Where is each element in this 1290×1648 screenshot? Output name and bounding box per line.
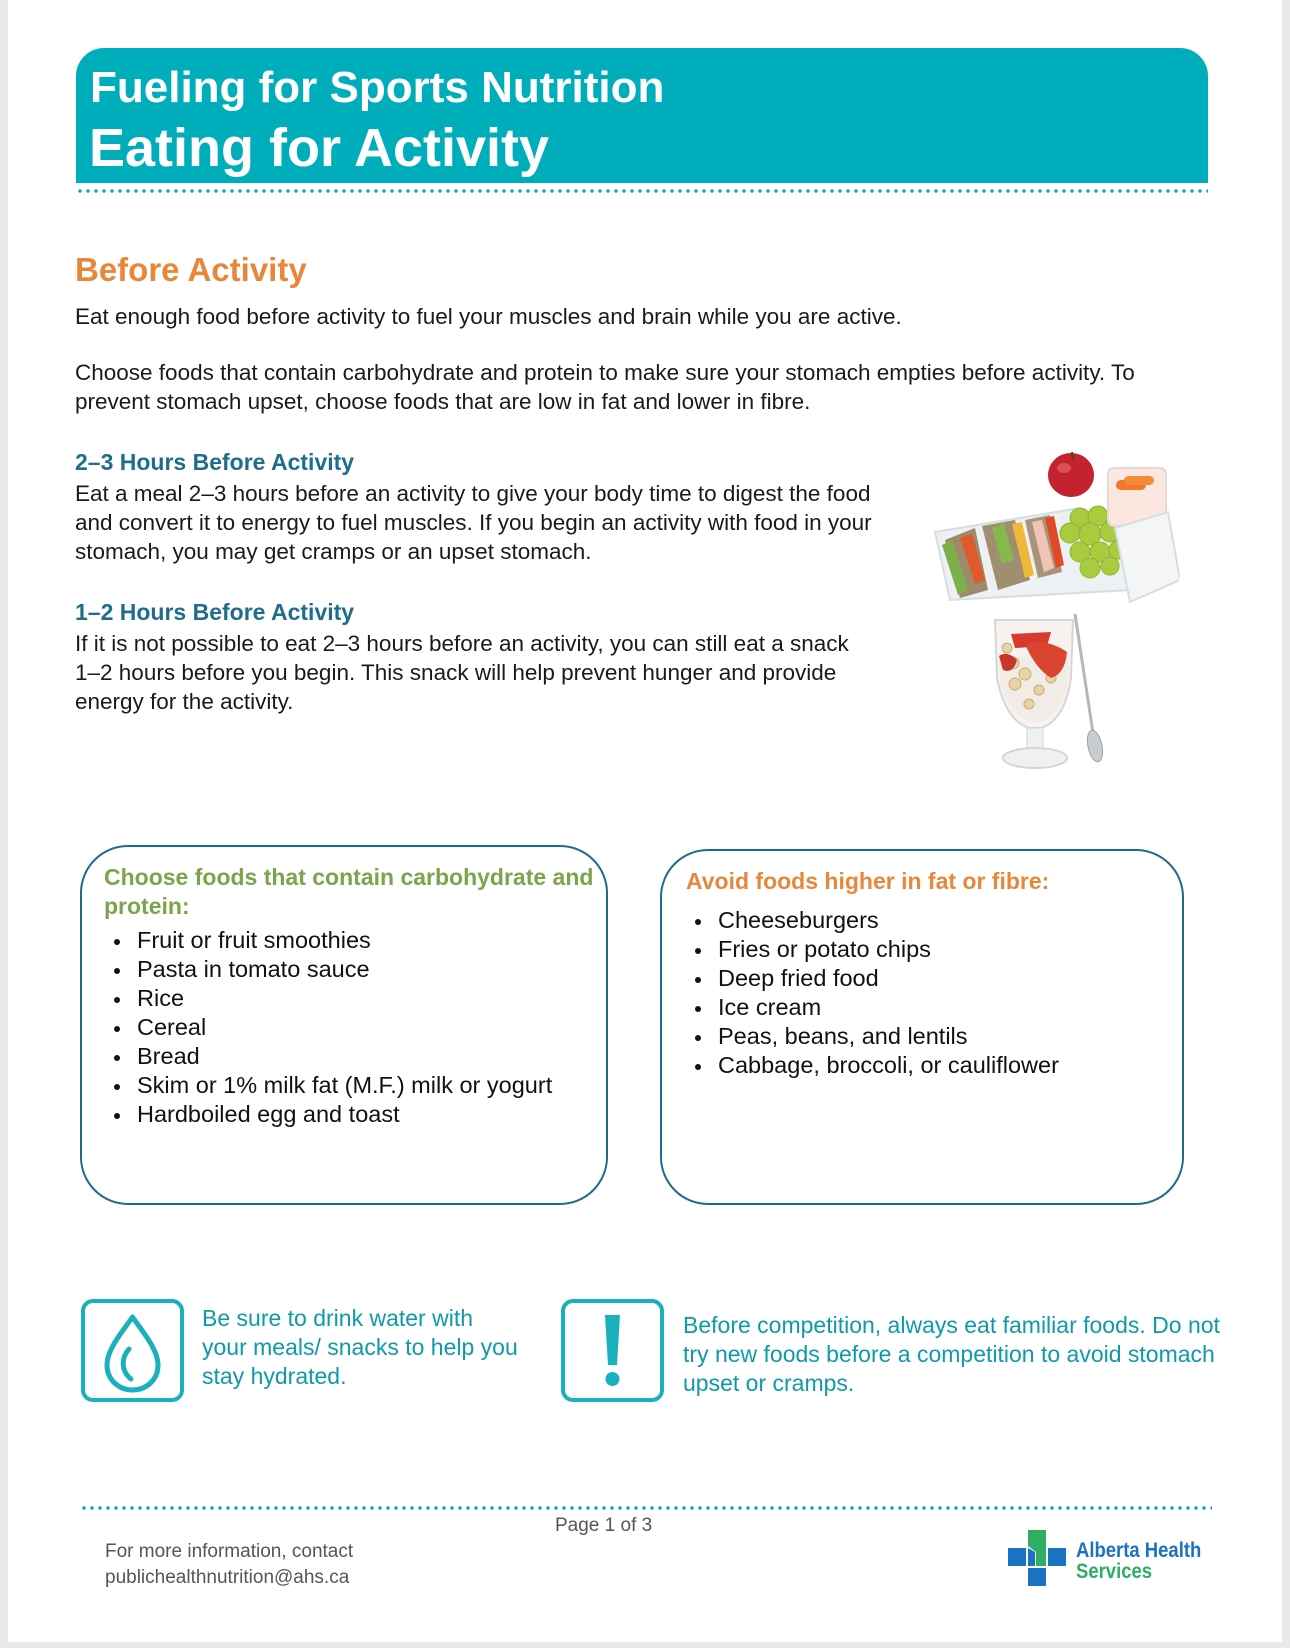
subheading-2-3-hours: 2–3 Hours Before Activity — [75, 449, 355, 475]
list-item: Fruit or fruit smoothies — [85, 926, 555, 955]
list-item: Cheeseburgers — [666, 906, 1166, 935]
subheading-1-2-hours: 1–2 Hours Before Activity — [75, 599, 355, 625]
packed-lunch-image — [930, 440, 1180, 606]
list-item: Peas, beans, and lentils — [666, 1022, 1166, 1051]
hydration-tip: Be sure to drink water with your meals/ snacks to help you stay hydrated. — [202, 1305, 518, 1389]
ahs-logo-icon — [1008, 1530, 1070, 1590]
choose-foods-list — [85, 926, 555, 1129]
list-item: Bread — [85, 1042, 555, 1071]
carb-protein-paragraph: Choose foods that contain carbohydrate and protein to make sure your stomach empties before activity. To prevent stomach upset, choose foods that are low in fat and lower in fibre. — [75, 360, 1135, 414]
water-drop-icon — [81, 1299, 184, 1402]
list-item: Pasta in tomato sauce — [85, 955, 555, 984]
list-item: Cabbage, broccoli, or cauliflower — [666, 1051, 1166, 1080]
contact-info — [105, 1539, 353, 1591]
section-heading: Before Activity — [75, 251, 307, 288]
document-title: Eating for Activity — [89, 118, 550, 178]
paragraph-1-2-hours: If it is not possible to eat 2–3 hours before an activity, you can still eat a snack 1–2 hours before you begin. This snack will help prevent hunger and provide energy for the activity. — [75, 631, 849, 714]
list-item: Hardboiled egg and toast — [85, 1100, 555, 1129]
yogurt-parfait-image — [955, 608, 1125, 798]
list-item: Cereal — [85, 1013, 555, 1042]
contact-label: For more information, contact — [105, 1541, 354, 1562]
header-dotted-divider — [76, 189, 1208, 193]
exclamation-icon — [561, 1299, 664, 1402]
list-item: Deep fried food — [666, 964, 1166, 993]
avoid-foods-list — [666, 906, 1166, 1080]
choose-foods-title: Choose foods that contain carbohydrate and protein: — [104, 864, 594, 919]
logo-line-1: Alberta Health — [1076, 1539, 1202, 1562]
footer-dotted-divider — [80, 1506, 1212, 1510]
intro-paragraph: Eat enough food before activity to fuel your muscles and brain while you are active. — [75, 304, 902, 329]
avoid-foods-title: Avoid foods higher in fat or fibre: — [686, 868, 1050, 894]
list-item: Ice cream — [666, 993, 1166, 1022]
contact-email[interactable]: publichealthnutrition@ahs.ca — [105, 1567, 350, 1588]
page-number: Page 1 of 3 — [555, 1515, 653, 1536]
list-item: Fries or potato chips — [666, 935, 1166, 964]
logo-line-2: Services — [1076, 1560, 1153, 1583]
competition-tip: Before competition, always eat familiar foods. Do not try new foods before a competition to avoid stomach upset or cramps. — [683, 1312, 1220, 1396]
paragraph-2-3-hours: Eat a meal 2–3 hours before an activity to give your body time to digest the food and convert it to energy to fuel muscles. If you begin an activity with food in your stomach, you may get cramps or an upset stomach. — [75, 481, 872, 564]
document-series-title: Fueling for Sports Nutrition — [90, 63, 665, 112]
list-item: Skim or 1% milk fat (M.F.) milk or yogurt — [85, 1071, 555, 1100]
list-item: Rice — [85, 984, 555, 1013]
ahs-logo-text — [1076, 1540, 1201, 1582]
